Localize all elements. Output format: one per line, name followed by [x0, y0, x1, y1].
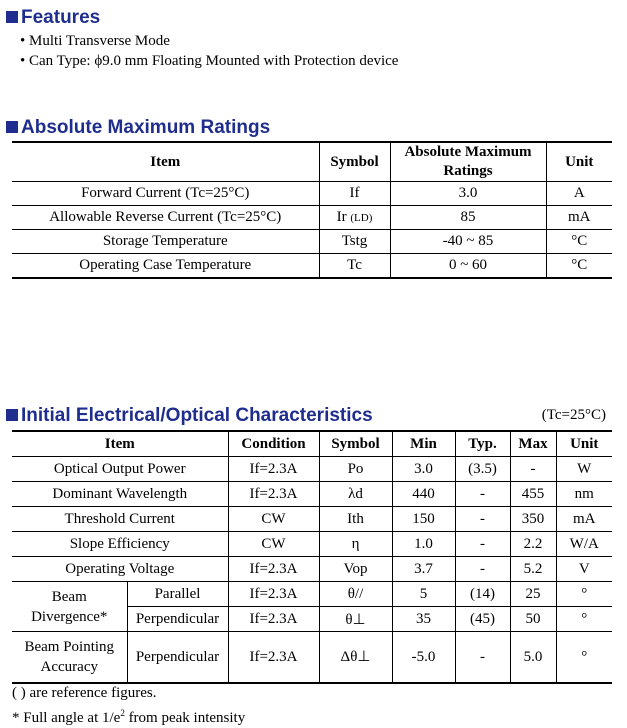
table-row: Beam Pointing Accuracy Perpendicular If=2.3A Δθ⊥ -5.0 - 5.0 ° — [12, 632, 612, 684]
col-unit: Unit — [556, 431, 612, 457]
col-typ: Typ. — [455, 431, 510, 457]
heading-square-icon — [6, 121, 18, 133]
table-row: Slope Efficiency CW η 1.0 - 2.2 W/A — [12, 532, 612, 557]
heading-square-icon — [6, 11, 18, 23]
col-symbol: Symbol — [319, 142, 390, 182]
col-symbol: Symbol — [319, 431, 392, 457]
features-heading: Features — [6, 7, 100, 29]
table-header-row — [12, 142, 612, 182]
feature-item: • Can Type: ϕ9.0 mm Floating Mounted with Protection device — [20, 51, 398, 71]
elec-heading: Initial Electrical/Optical Characteristics — [6, 405, 373, 427]
table-row: Allowable Reverse Current (Tc=25°C) Ir (LD) 85 mA — [12, 206, 612, 230]
table-row: Operating Case Temperature Tc 0 ~ 60 °C — [12, 254, 612, 279]
col-ratings: Absolute Maximum Ratings — [390, 142, 546, 182]
abs-max-table — [12, 141, 612, 279]
footnote: * Full angle at $1/e^2$ from peak intensity — [12, 708, 246, 726]
table-row: Dominant Wavelength If=2.3A λd 440 - 455 nm — [12, 482, 612, 507]
beam-pointing-label: Beam Pointing Accuracy — [12, 632, 127, 684]
col-max: Max — [510, 431, 556, 457]
heading-square-icon — [6, 409, 18, 421]
table-row: Forward Current (Tc=25°C) If 3.0 A — [12, 182, 612, 206]
feature-item: • Multi Transverse Mode — [20, 31, 398, 51]
table-row: Optical Output Power If=2.3A Po 3.0 (3.5) - W — [12, 457, 612, 482]
table-row: Threshold Current CW Ith 150 - 350 mA — [12, 507, 612, 532]
col-unit: Unit — [546, 142, 612, 182]
table-row: Operating Voltage If=2.3A Vop 3.7 - 5.2 V — [12, 557, 612, 582]
col-item: Item — [12, 142, 319, 182]
table-row: Beam Divergence* Parallel If=2.3A θ// 5 (14) 25 ° — [12, 582, 612, 607]
elec-table — [12, 430, 612, 684]
abs-max-heading: Absolute Maximum Ratings — [6, 117, 270, 139]
col-min: Min — [392, 431, 455, 457]
table-row: Storage Temperature Tstg -40 ~ 85 °C — [12, 230, 612, 254]
beam-divergence-label: Beam Divergence* — [12, 582, 127, 632]
reference-note: ( ) are reference figures. — [12, 685, 157, 701]
col-item: Item — [12, 431, 228, 457]
table-header-row — [12, 431, 612, 457]
col-condition: Condition — [228, 431, 319, 457]
table-row: Perpendicular If=2.3A θ⊥ 35 (45) 50 ° — [12, 607, 612, 632]
condition-note: (Tc=25°C) — [541, 407, 606, 423]
features-list — [20, 31, 398, 71]
notes — [12, 683, 245, 728]
